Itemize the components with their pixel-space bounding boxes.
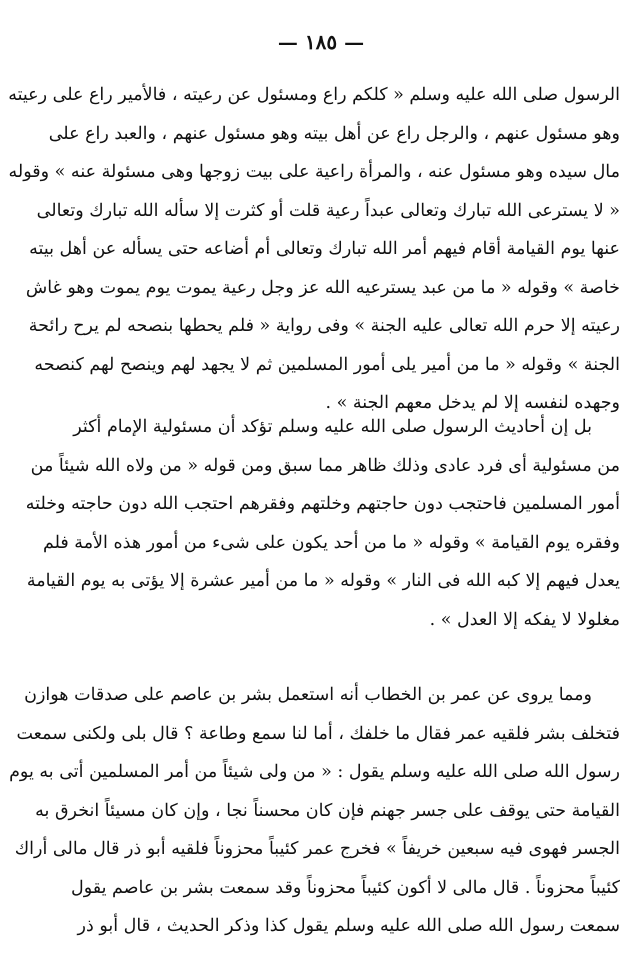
text-line: خاصة » وقوله « ما من عبد يسترعيه الله عز وجل رعية يموت يوم يموت وهو غاش	[25, 277, 620, 298]
text-line: سمعت رسول الله صلى الله عليه وسلم يقول كذا وذكر الحديث ، قال أبو ذر	[77, 916, 620, 936]
text-line: من مسئولية أى فرد عادى وذلك ظاهر مما سبق ومن قوله « من ولاه الله شيئاً من	[30, 455, 620, 476]
text-line: وفقره يوم القيامة » وقوله « ما من أحد يكون على شىء من أمور هذه الأمة فلم	[42, 532, 620, 553]
text-line: القيامة حتى يوقف على جسر جهنم فإن كان محسناً نجا ، وإن كان مسيئاً انخرق به	[35, 800, 620, 821]
text-line: « لا يسترعى الله تبارك وتعالى عبداً رعية قلت أو كثرت إلا سأله الله تبارك وتعالى	[36, 200, 620, 221]
text-line: مال سيده وهو مسئول عنه ، والمرأة راعية على بيت زوجها وهى مسئولة عنه » وقوله	[8, 162, 620, 182]
text-line: ومما يروى عن عمر بن الخطاب أنه استعمل بشر بن عاصم على صدقات هوازن	[24, 685, 592, 705]
paragraph-1	[8, 76, 620, 423]
page-number: — ١٨٥ —	[277, 30, 365, 54]
text-line: عنها يوم القيامة أقام فيهم أمر الله تبارك وتعالى أم أضاعه حتى يسأله عن أهل بيته	[29, 239, 620, 259]
text-line: وهو مسئول عنهم ، والرجل راع عن أهل بيته وهو مسئول عنهم ، والعبد راع على	[48, 123, 620, 144]
text-line: كئيباً محزوناً . قال مالى لا أكون كئيباً محزوناً وقد سمعت بشر بن عاصم يقول	[70, 877, 620, 898]
text-line: بل إن أحاديث الرسول صلى الله عليه وسلم تؤكد أن مسئولية الإمام أكثر	[73, 417, 592, 437]
text-line: رسول الله صلى الله عليه وسلم يقول : « من ولى شيئاً من أمر المسلمين أتى به يوم	[9, 762, 620, 782]
paragraph-2	[25, 408, 620, 639]
text-line: رعيته إلا حرم الله تعالى عليه الجنة » وفى رواية « فلم يحطها بنصحه لم يرح رائحة	[28, 316, 620, 336]
text-line: وجهده لنفسه إلا لم يدخل معهم الجنة » .	[325, 393, 620, 413]
text-line: الجسر فهوى فيه سبعين خريفاً » فخرج عمر كئيباً محزوناً فلقيه أبو ذر قال مالى أراك	[14, 839, 620, 859]
text-line: الجنة » وقوله « ما من أمير يلى أمور المسلمين ثم لا يجهد لهم وينصح لهم كنصحه	[34, 354, 620, 375]
text-line: الرسول صلى الله عليه وسلم « كلكم راع ومسئول عن رعيته ، فالأمير راع على رعيته	[8, 85, 620, 105]
paragraph-3	[9, 676, 620, 946]
text-line: مغلولا لا يفكه إلا العدل » .	[429, 609, 620, 630]
text-line: أمور المسلمين فاحتجب دون حاجتهم وخلتهم وفقرهم احتجب الله دون حاجته وخلته	[25, 494, 620, 514]
text-line: يعدل فيهم إلا كبه الله فى النار » وقوله « ما من أمير عشرة إلا يؤتى به يوم القيامة	[26, 571, 620, 591]
text-line: فتخلف بشر فلقيه عمر فقال ما خلفك ، أما لنا سمع وطاعة ؟ قال بلى ولكنى سمعت	[16, 723, 620, 744]
